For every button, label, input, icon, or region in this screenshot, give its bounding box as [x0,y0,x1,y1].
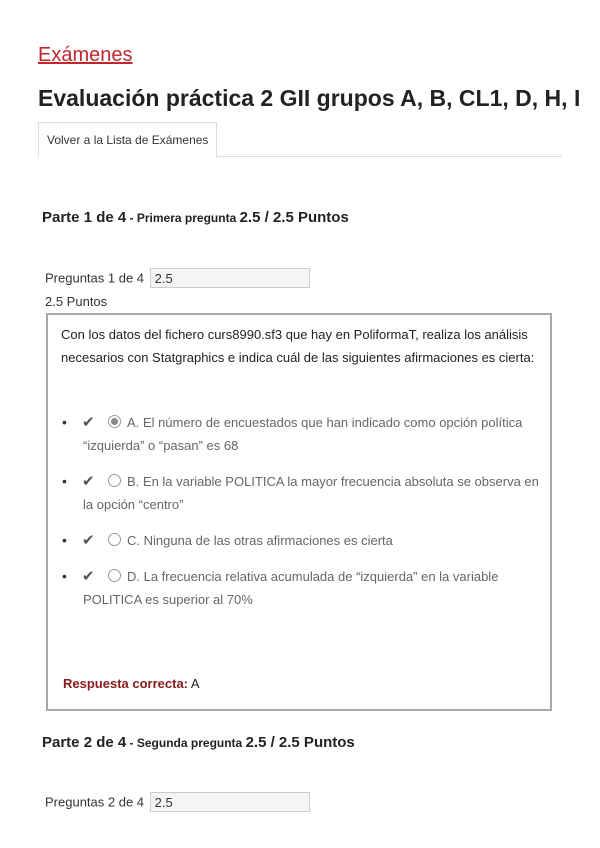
part2-question-row [45,792,310,812]
back-to-exam-list-tab[interactable]: Volver a la Lista de Exámenes [38,122,217,158]
bullet: • [62,414,67,430]
answer-d [62,565,542,611]
question-text: Con los datos del fichero curs8990.sf3 que hay en PoliformaT, realiza los análisis necesarios con Statgraphics e indica cuál de las siguientes afirmaciones es cierta: [61,327,535,365]
answer-d-text: D. La frecuencia relativa acumulada de “izquierda” en la variable POLITICA es superior al 70% [83,569,499,607]
part2-score: 2.5 / 2.5 Puntos [245,734,355,751]
part1-question-row [45,268,310,288]
part2-question-label: Preguntas 2 de 4 [45,794,145,810]
bullet: • [62,568,67,584]
part2-heading-label: Parte 2 de 4 [42,734,127,751]
breadcrumb-examenes-link[interactable]: Exámenes [38,44,133,66]
answer-b [62,470,542,516]
part1-grade-input[interactable] [150,268,310,288]
answer-c [62,529,542,552]
check-icon: ✔ [82,473,95,490]
part1-question-label: Preguntas 1 de 4 [45,270,145,286]
part1-subtitle: - Primera pregunta [126,211,240,225]
page-title: Evaluación práctica 2 GII grupos A, B, CL1, D, H, I [38,85,581,111]
bullet: • [62,532,67,548]
part1-heading [42,209,349,226]
answer-a-text: A. El número de encuestados que han indicado como opción política “izquierda” o “pasan” es 68 [83,415,523,453]
answer-a-radio[interactable] [108,415,121,428]
check-icon: ✔ [82,532,95,549]
answer-b-text: B. En la variable POLITICA la mayor frecuencia absoluta se observa en la opción “centro” [83,474,539,512]
part1-heading-label: Parte 1 de 4 [42,209,127,226]
answer-c-text: C. Ninguna de las otras afirmaciones es cierta [127,533,393,548]
part2-subtitle: - Segunda pregunta [126,736,246,750]
answer-b-radio[interactable] [108,474,121,487]
answer-c-radio[interactable] [108,533,121,546]
bullet: • [62,473,67,489]
check-icon: ✔ [82,568,95,585]
part1-points: 2.5 Puntos [45,294,108,309]
part1-score: 2.5 / 2.5 Puntos [239,209,349,226]
check-icon: ✔ [82,414,95,431]
part2-grade-input[interactable] [150,792,310,812]
correct-answer-value: A [188,676,200,691]
question-box [46,313,552,711]
part2-heading [42,734,355,751]
answer-d-radio[interactable] [108,569,121,582]
nav-bar [38,122,562,157]
correct-answer [63,676,200,691]
correct-answer-label: Respuesta correcta: [63,676,188,691]
answer-a [62,411,542,457]
